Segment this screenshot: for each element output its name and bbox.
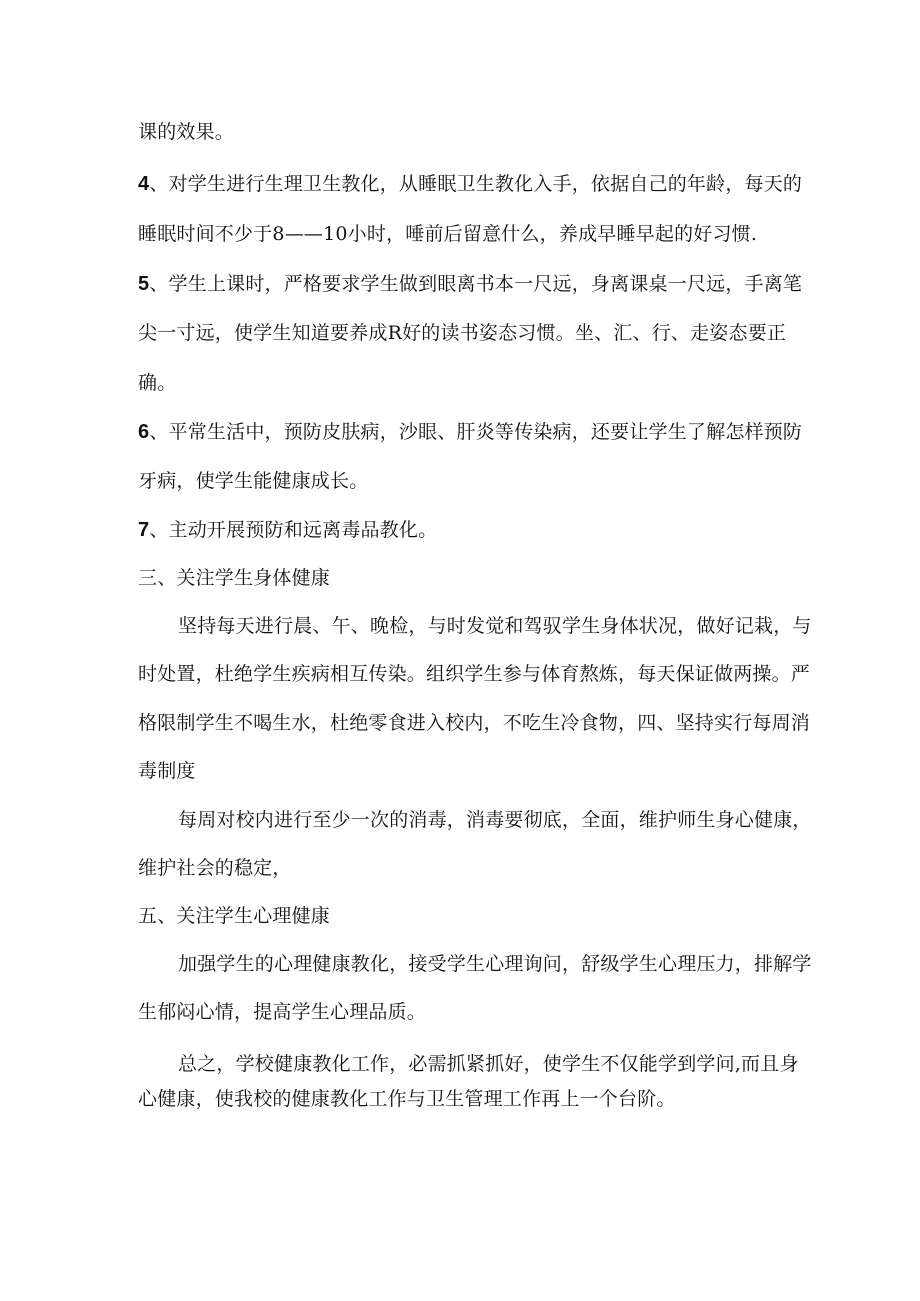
list-item-4-line-2: 睡眠时间不少于8——10小时，唾前后留意什么，养成早睡早起的好习惯.	[138, 223, 758, 245]
paragraph-line: 维护社会的稳定，	[138, 857, 292, 879]
list-item-5-line-3: 确。	[138, 372, 177, 394]
paragraph-line: 毒制度	[138, 760, 196, 782]
paragraph-line: 格限制学生不喝生水，杜绝零食进入校内，不吃生冷食物，四、坚持实行每周消	[138, 712, 811, 734]
section-heading-5: 五、关注学生心理健康	[138, 905, 331, 927]
list-item-7: 7、主动开展预防和远离毒品教化。	[138, 519, 438, 541]
paragraph-line: 生郁闷心情，提高学生心理品质。	[138, 1001, 427, 1023]
list-item-6-line-1: 6、平常生活中，预防皮肤病，沙眼、肝炎等传染病，还要让学生了解怎样预防	[138, 421, 803, 443]
paragraph-line: 坚持每天进行晨、午、晚检，与时发觉和驾驭学生身体状况，做好记栽，与	[178, 615, 812, 637]
conclusion-line: 心健康，使我校的健康教化工作与卫生管理工作再上一个台阶。	[138, 1088, 676, 1110]
section-heading-3: 三、关注学生身体健康	[138, 567, 331, 589]
paragraph-line: 加强学生的心理健康教化，接受学生心理询问，舒级学生心理压力，排解学	[178, 953, 812, 975]
text-line: 课的效果。	[138, 121, 235, 143]
list-item-6-line-2: 牙病，使学生能健康成长。	[138, 470, 369, 492]
paragraph-line: 时处置，杜绝学生疾病相互传染。组织学生参与体育熬炼，每天保证做两操。严	[138, 663, 811, 685]
list-item-4-line-1: 4、对学生进行生理卫生教化，从睡眠卫生教化入手，依据自己的年龄，每天的	[138, 173, 803, 195]
conclusion-line: 总之，学校健康教化工作，必需抓紧抓好，使学生不仅能学到学问,而且身	[178, 1053, 799, 1075]
paragraph-line: 每周对校内进行至少一次的消毒，消毒要彻底，全面，维护师生身心健康，	[178, 809, 812, 831]
list-item-5-line-2: 尖一寸远，使学生知道要养成R好的读书姿态习惯。坐、汇、行、走姿态要正	[138, 322, 787, 344]
list-item-5-line-1: 5、学生上课时，严格要求学生做到眼离书本一尺远，身离课桌一尺远，手离笔	[138, 273, 803, 295]
